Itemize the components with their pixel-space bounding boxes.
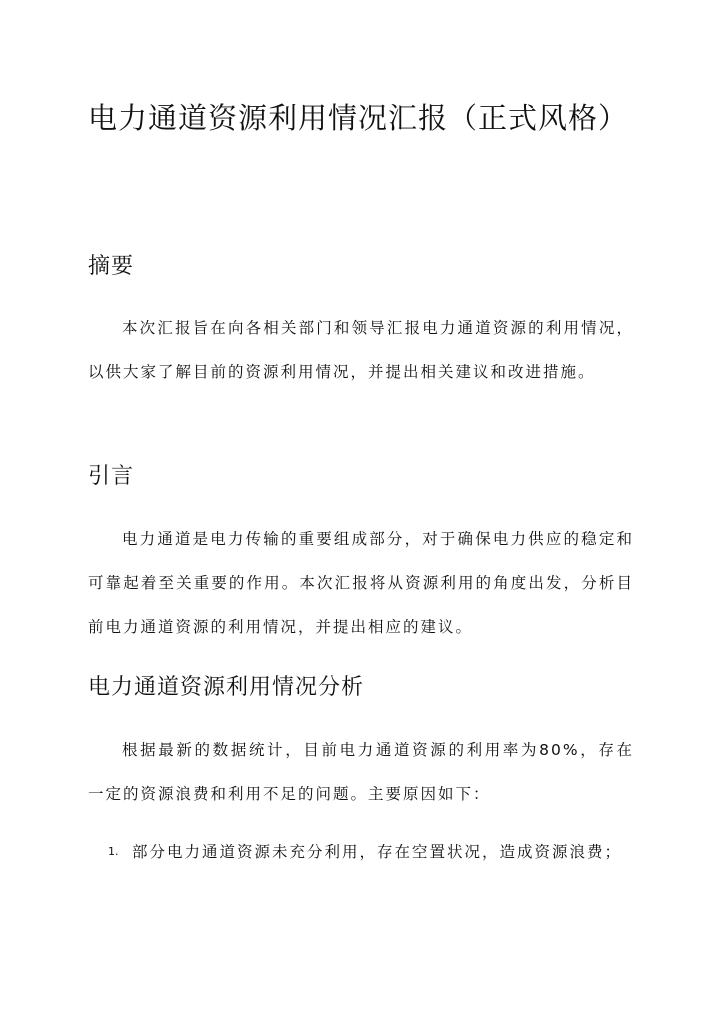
list-item-number: 1.	[108, 845, 119, 858]
abstract-paragraph: 本次汇报旨在向各相关部门和领导汇报电力通道资源的利用情况，以供大家了解目前的资源利用情况，并提出相关建议和改进措施。	[88, 319, 634, 381]
analysis-paragraph: 根据最新的数据统计，目前电力通道资源的利用率为80%，存在一定的资源浪费和利用不足的问题。主要原因如下：	[88, 741, 634, 803]
document-title: 电力通道资源利用情况汇报（正式风格）	[88, 101, 629, 135]
list-item	[88, 830, 634, 874]
analysis-reasons-list	[88, 830, 634, 874]
introduction-paragraph: 电力通道是电力传输的重要组成部分，对于确保电力供应的稳定和可靠起着至关重要的作用。本次汇报将从资源利用的角度出发，分析目前电力通道资源的利用情况，并提出相应的建议。	[88, 530, 634, 636]
section-heading-abstract: 摘要	[88, 254, 135, 279]
list-item-text: 部分电力通道资源未充分利用，存在空置状况，造成资源浪费；	[132, 843, 623, 861]
section-heading-introduction: 引言	[88, 464, 135, 489]
section-heading-analysis: 电力通道资源利用情况分析	[88, 675, 365, 700]
